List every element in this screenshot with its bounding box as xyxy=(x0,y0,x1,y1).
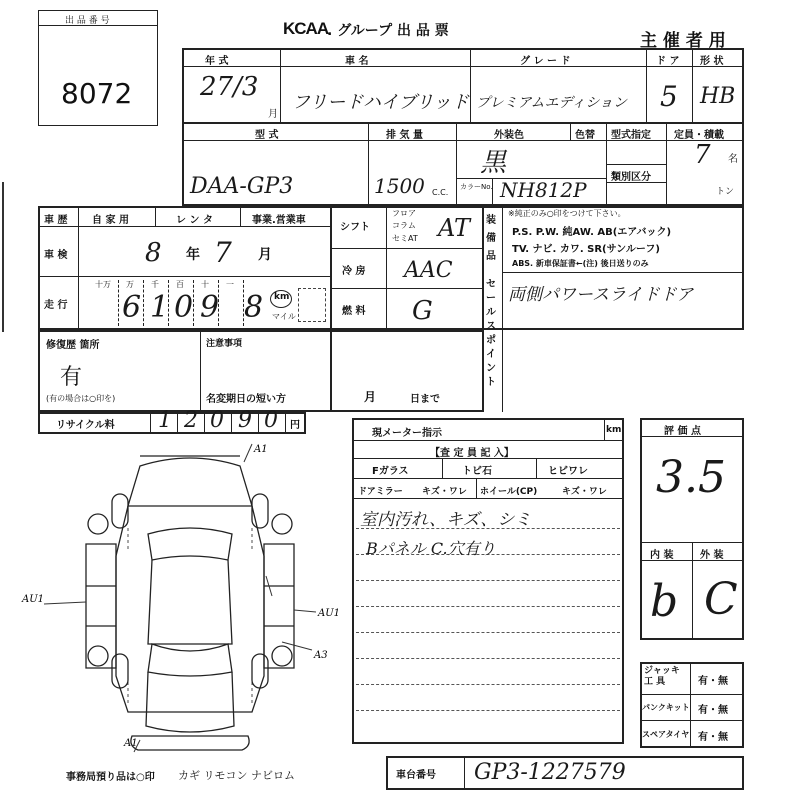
fuel-label: 燃 料 xyxy=(342,306,366,317)
meter-label: 現メーター指示 xyxy=(372,428,442,439)
shape-label: 形 状 xyxy=(700,56,724,67)
inspection-month-unit: 月 xyxy=(258,247,272,263)
office-items: カギ リモコン ナビロム xyxy=(178,769,295,782)
inspection-year-unit: 年 xyxy=(186,247,200,263)
hibiware-label: ヒビワレ xyxy=(548,466,588,477)
appraiser-comment-2: Bパネル C.穴有り xyxy=(366,539,496,558)
grade-value: プレミアムエディション xyxy=(476,95,628,111)
puncture-value: 有・無 xyxy=(698,705,728,716)
color-no-value: NH812P xyxy=(500,178,587,202)
recycle-label: リサイクル料 xyxy=(56,420,115,431)
equipment-line2: TV. ナビ. カワ. SR(サンルーフ) xyxy=(512,244,660,255)
interior-label: 内 装 xyxy=(650,550,674,561)
aircon-label: 冷 房 xyxy=(342,266,366,277)
recycle-digit: 2 xyxy=(184,408,198,433)
repair-note: (有の場合は○印を) xyxy=(46,394,116,403)
organizer-label: 主 催 者 用 xyxy=(640,31,726,51)
inspection-label: 車 検 xyxy=(44,250,68,261)
recycle-digit: 0 xyxy=(210,408,224,433)
exterior-value: C xyxy=(704,574,738,625)
year-value: 27/3 xyxy=(200,72,259,102)
shift-label: シフト xyxy=(340,222,370,233)
shift-semi-at: セミAT xyxy=(392,234,418,243)
place-label: 百 xyxy=(176,280,184,289)
recycle-unit: 円 xyxy=(290,420,300,431)
brand-logo: KCAA xyxy=(283,19,329,38)
history-rental: レ ン タ xyxy=(176,215,213,226)
mark-left: AU1 xyxy=(22,594,45,605)
place-label: 千 xyxy=(151,280,159,289)
exterior-label: 外 装 xyxy=(700,550,724,561)
recycle-digit: 1 xyxy=(158,408,172,433)
doors-label: ド ア xyxy=(656,56,680,67)
displacement-label: 排 気 量 xyxy=(386,130,423,141)
color-no-label: カラーNo. xyxy=(460,183,493,191)
mileage-digit: 0 xyxy=(174,290,194,325)
spare-value: 有・無 xyxy=(698,732,728,743)
recycle-digit: 9 xyxy=(238,408,252,433)
year-label: 年 式 xyxy=(205,56,229,67)
classification-label: 類別区分 xyxy=(611,172,651,183)
equipment-line1: P.S. P.W. 純AW. AB(エアバック) xyxy=(512,227,672,238)
form-title: . グループ 出 品 票 xyxy=(327,23,449,39)
lot-number-label: 出 品 番 号 xyxy=(65,16,110,26)
door-mirror-label: ドアミラー xyxy=(358,487,403,497)
office-note: 事務局預り品は○印 xyxy=(66,772,155,783)
capacity-value: 7 xyxy=(694,140,711,170)
capacity-unit: 名 xyxy=(728,154,738,165)
chassis-label: 車台番号 xyxy=(396,770,436,781)
mirror-options: キズ・ワレ xyxy=(422,487,467,497)
wheel-options: キズ・ワレ xyxy=(562,487,607,497)
equipment-line3: ABS. 新車保証書←(注) 後日送りのみ xyxy=(512,259,649,268)
sales-point-side-label: セールスポイント xyxy=(486,279,496,388)
inspection-years: 8 xyxy=(145,238,162,268)
doors-value: 5 xyxy=(660,80,678,113)
score-label: 評 価 点 xyxy=(664,426,701,437)
car-name-label: 車 名 xyxy=(345,56,369,67)
history-label: 車 歴 xyxy=(44,215,68,226)
equipment-note: ※純正のみ○印をつけて下さい。 xyxy=(508,209,626,218)
shape-value: HB xyxy=(700,84,736,109)
mark-rear: A1 xyxy=(124,738,138,749)
mileage-digit: 1 xyxy=(150,290,170,325)
month-suffix: 月 xyxy=(268,109,278,120)
interior-value: b xyxy=(650,576,679,627)
car-name-value: フリードハイブリッド xyxy=(292,92,469,113)
tonnage-unit: トン xyxy=(716,187,735,197)
model-label: 型 式 xyxy=(255,130,279,141)
jack-value: 有・無 xyxy=(698,676,728,687)
meter-unit: km xyxy=(606,425,622,435)
lot-number: 8072 xyxy=(61,77,133,110)
color-change-label: 色替 xyxy=(575,130,595,141)
repair-label: 修復歴 箇所 xyxy=(46,340,100,351)
mileage-digit: 6 xyxy=(122,290,142,325)
place-label: 一 xyxy=(226,280,234,289)
mark-right-rear: A3 xyxy=(314,650,328,661)
chassis-value: GP3-1227579 xyxy=(474,760,626,785)
shift-floor: フロア xyxy=(392,209,416,218)
shift-column: コラム xyxy=(392,221,416,230)
aircon-value: AAC xyxy=(404,258,453,283)
inspection-months: 7 xyxy=(214,236,232,269)
place-label: 万 xyxy=(126,280,134,289)
ext-color-value: 黒 xyxy=(480,148,507,178)
appraiser-comment-1: 室内汚れ、キズ、シミ xyxy=(360,510,532,530)
mileage-digit: 9 xyxy=(200,290,220,325)
mileage-digit: 8 xyxy=(244,290,264,325)
spare-label: スペアタイヤ xyxy=(642,730,690,739)
mark-right: AU1 xyxy=(318,608,341,619)
name-change-day: 日まで xyxy=(410,394,440,405)
ext-color-label: 外装色 xyxy=(494,130,524,141)
name-change-label: 名変期日の短い方 xyxy=(206,394,286,405)
capacity-label: 定員・積載 xyxy=(674,130,724,141)
notes-label: 注意事項 xyxy=(206,339,243,349)
puncture-label: パンクキット xyxy=(642,703,690,712)
f-glass-label: Fガラス xyxy=(372,466,409,477)
wheel-label: ホイール(CP) xyxy=(480,487,538,497)
place-label: 十 xyxy=(201,280,209,289)
repair-value: 有 xyxy=(60,365,83,390)
car-damage-diagram xyxy=(20,436,360,756)
sales-point-text: 両側パワースライドドア xyxy=(508,285,694,305)
history-business: 事業.営業車 xyxy=(252,215,306,226)
model-value: DAA-GP3 xyxy=(190,174,294,199)
mile-label: マイル xyxy=(272,312,296,321)
name-change-month: 月 xyxy=(364,390,377,404)
cc-unit: C.C. xyxy=(432,188,449,197)
history-private: 自 家 用 xyxy=(92,215,129,226)
displacement-value: 1500 xyxy=(374,174,425,198)
tobi-label: トビ石 xyxy=(462,466,492,477)
jack-label: ジャッキ 工 具 xyxy=(644,666,680,687)
place-label: 十万 xyxy=(95,280,111,289)
km-label: km xyxy=(274,292,290,302)
mileage-label: 走 行 xyxy=(44,300,68,311)
recycle-digit: 0 xyxy=(264,408,278,433)
mark-front: A1 xyxy=(254,444,268,455)
grade-label: グ レ ー ド xyxy=(520,56,571,67)
shift-value: AT xyxy=(438,214,471,242)
lot-number-box xyxy=(38,10,158,126)
appraiser-heading: 【査 定 員 記 入】 xyxy=(430,448,514,459)
score-value: 3.5 xyxy=(656,452,726,503)
fuel-value: G xyxy=(412,296,433,326)
equipment-side-label: 装 備 品 xyxy=(486,215,496,262)
model-designation-label: 型式指定 xyxy=(611,130,651,141)
